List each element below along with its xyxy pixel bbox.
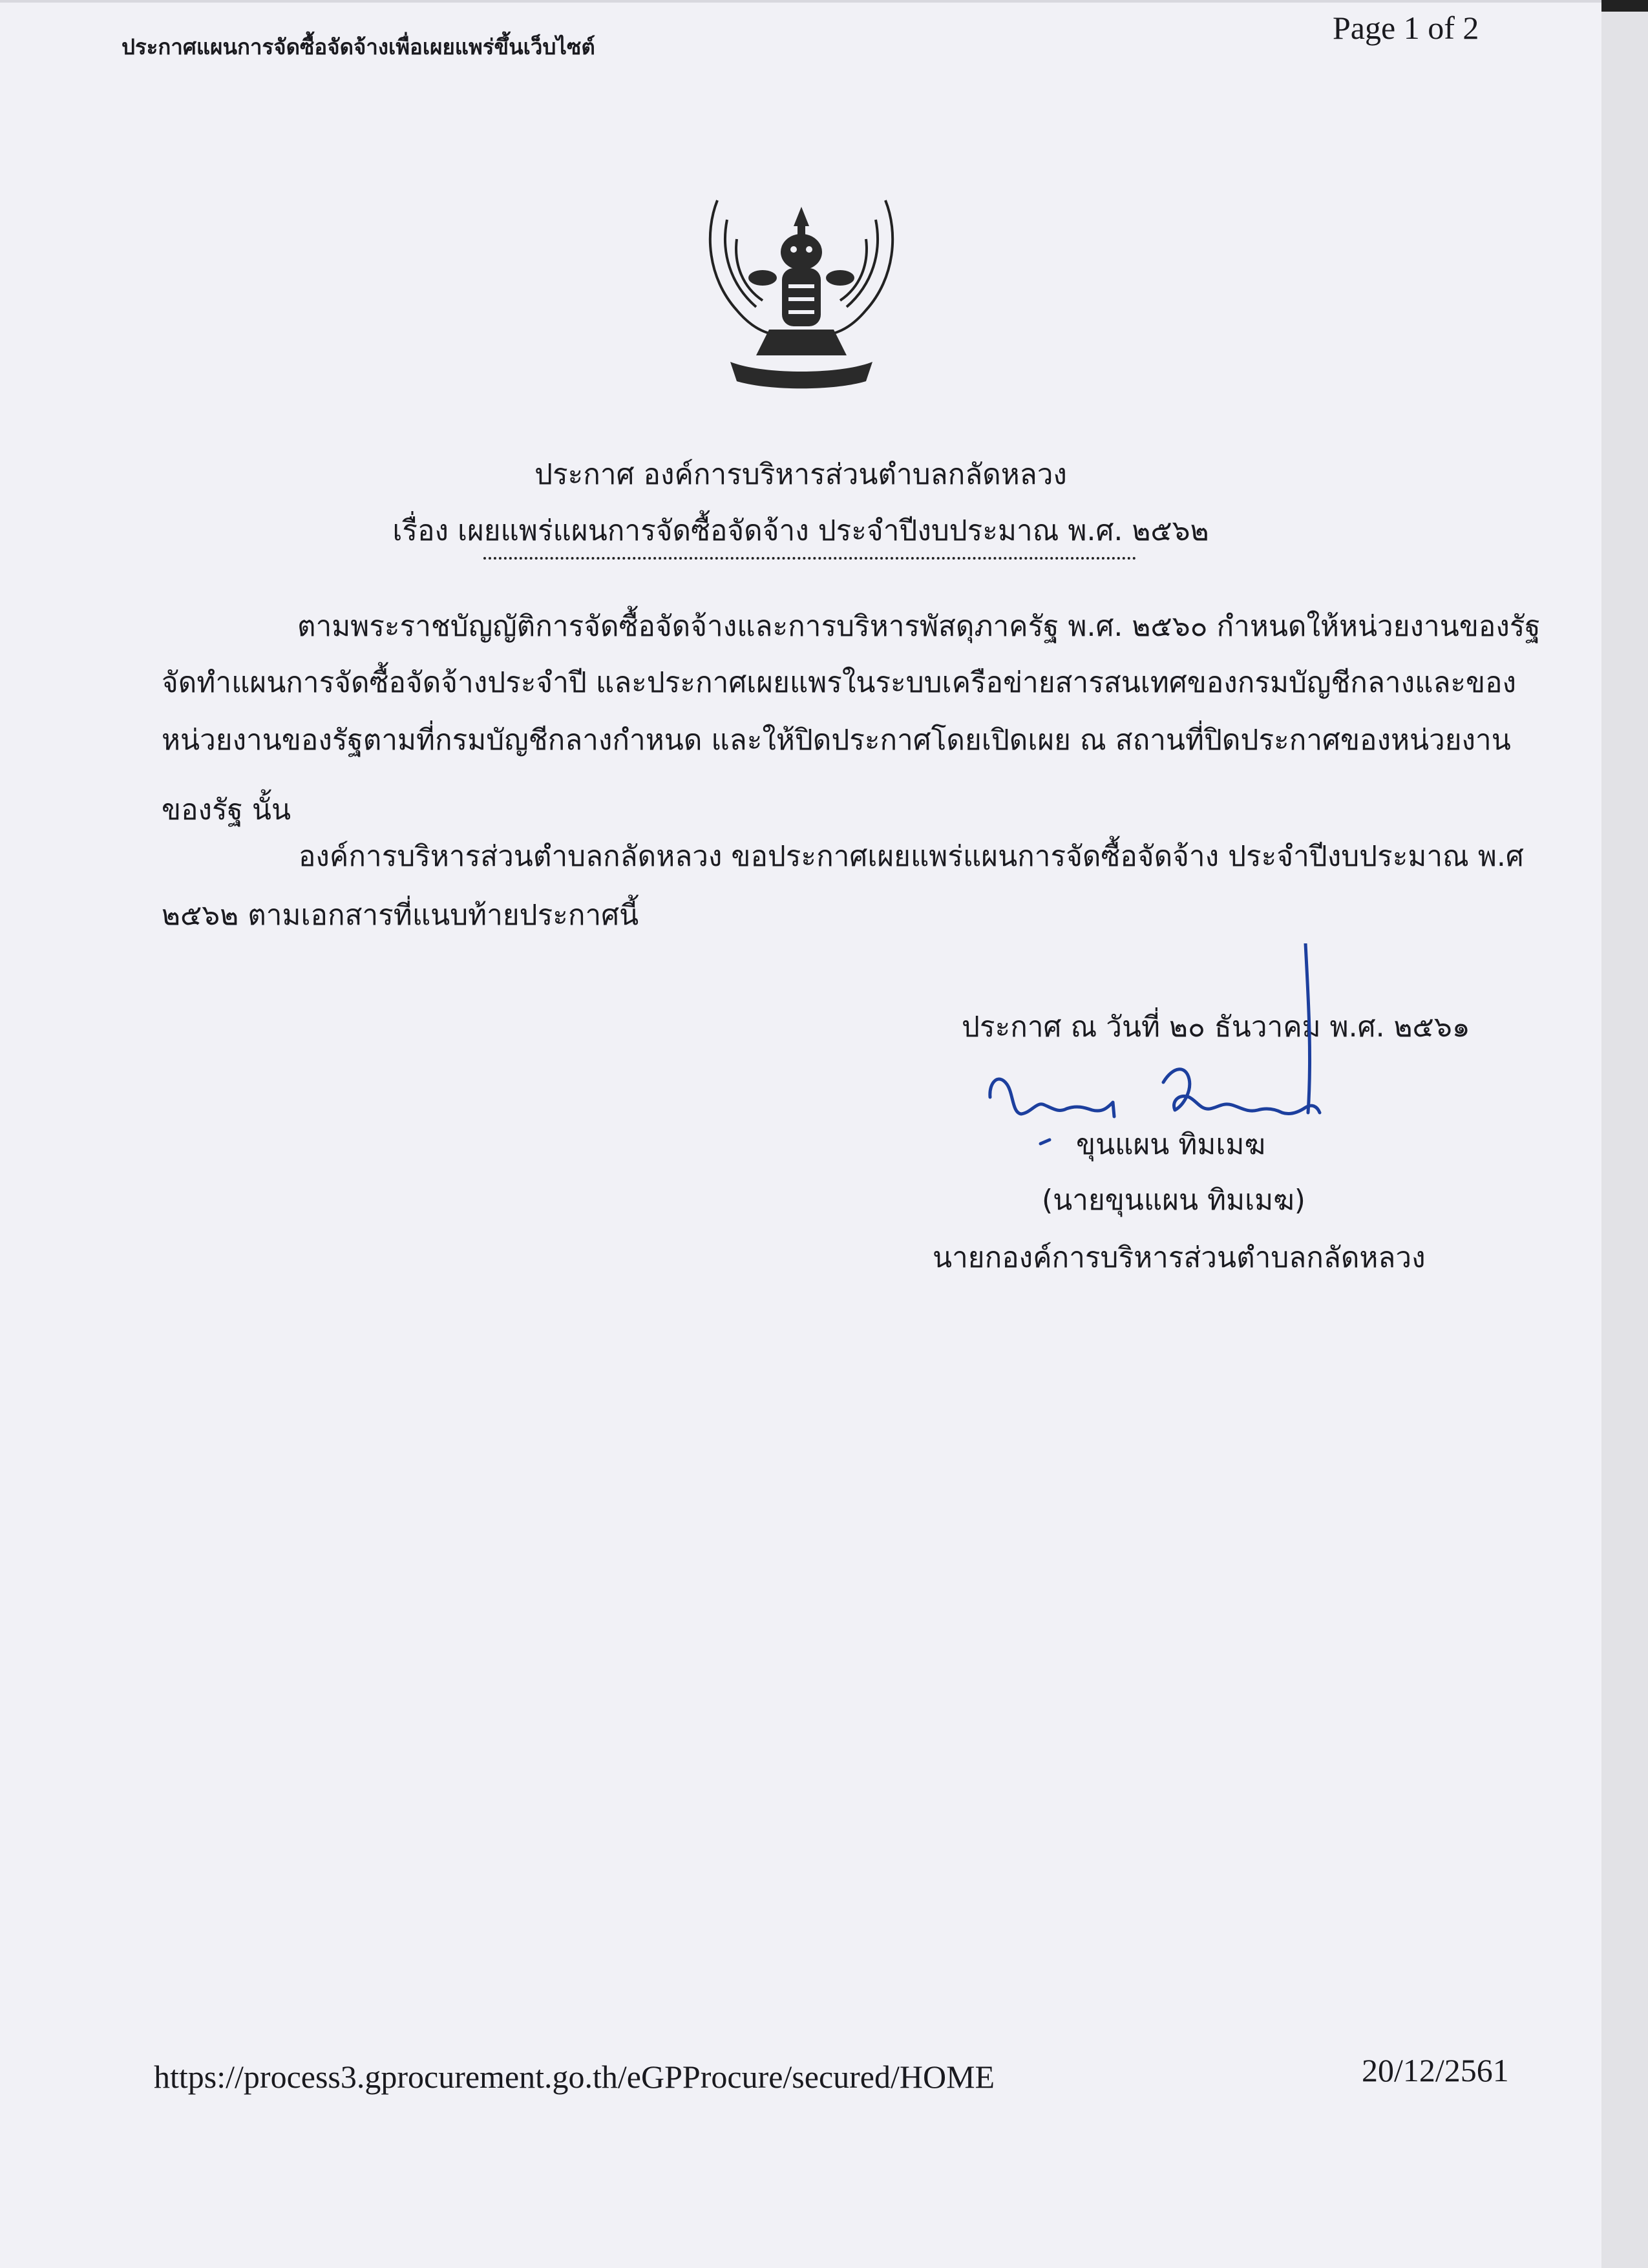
scan-edge: [1601, 0, 1648, 2268]
signature-date-line: ประกาศ ณ วันที่ ๒๐ ธันวาคม พ.ศ. ๒๕๖๑: [962, 1011, 1470, 1044]
body-paragraph1-line: ของรัฐ นั้น: [162, 793, 291, 826]
signer-full-name: (นายขุนแผน ทิมเมฆ): [1042, 1184, 1305, 1217]
body-paragraph1-line: หน่วยงานของรัฐตามที่กรมบัญชีกลางกำหนด และให้ปิดประกาศโดยเปิดเผย ณ สถานที่ปิดประกาศของหน่วยงาน: [162, 724, 1511, 757]
body-paragraph2-line: องค์การบริหารส่วนตำบลกลัดหลวง ขอประกาศเผยแพร่แผนการจัดซื้อจัดจ้าง ประจำปีงบประมาณ พ.ศ: [299, 840, 1524, 873]
handwritten-signature: [969, 943, 1370, 1161]
page-indicator: Page 1 of 2: [1333, 10, 1479, 46]
subject-underline: [483, 557, 1136, 560]
footer-date: 20/12/2561: [1362, 2052, 1509, 2088]
announcement-issuer: ประกาศ องค์การบริหารส่วนตำบลกลัดหลวง: [534, 458, 1067, 491]
scan-edge-corner: [1601, 0, 1648, 12]
signed-name: ขุนแผน ทิมเมฆ: [1076, 1128, 1266, 1161]
footer-url: https://process3.gprocurement.go.th/eGPProcure/secured/HOME: [154, 2059, 995, 2095]
announcement-subject: เรื่อง เผยแพร่แผนการจัดซื้อจัดจ้าง ประจำปีงบประมาณ พ.ศ. ๒๕๖๒: [392, 514, 1209, 547]
scan-top-line: [0, 0, 1601, 3]
body-paragraph1-line: ตามพระราชบัญญัติการจัดซื้อจัดจ้างและการบริหารพัสดุภาครัฐ พ.ศ. ๒๕๖๐ กำหนดให้หน่วยงานของรัฐ: [297, 610, 1541, 643]
garuda-emblem-icon: [692, 181, 911, 414]
page-header-title: ประกาศแผนการจัดซื้อจัดจ้างเพื่อเผยแพร่ขึ้นเว็บไซต์: [121, 34, 595, 59]
signer-position: นายกองค์การบริหารส่วนตำบลกลัดหลวง: [933, 1241, 1426, 1274]
body-paragraph1-line: จัดทำแผนการจัดซื้อจัดจ้างประจำปี และประกาศเผยแพรในระบบเครือข่ายสารสนเทศของกรมบัญชีกลางและของ: [162, 666, 1517, 699]
body-paragraph2-line: ๒๕๖๒ ตามเอกสารที่แนบท้ายประกาศนี้: [162, 899, 639, 932]
